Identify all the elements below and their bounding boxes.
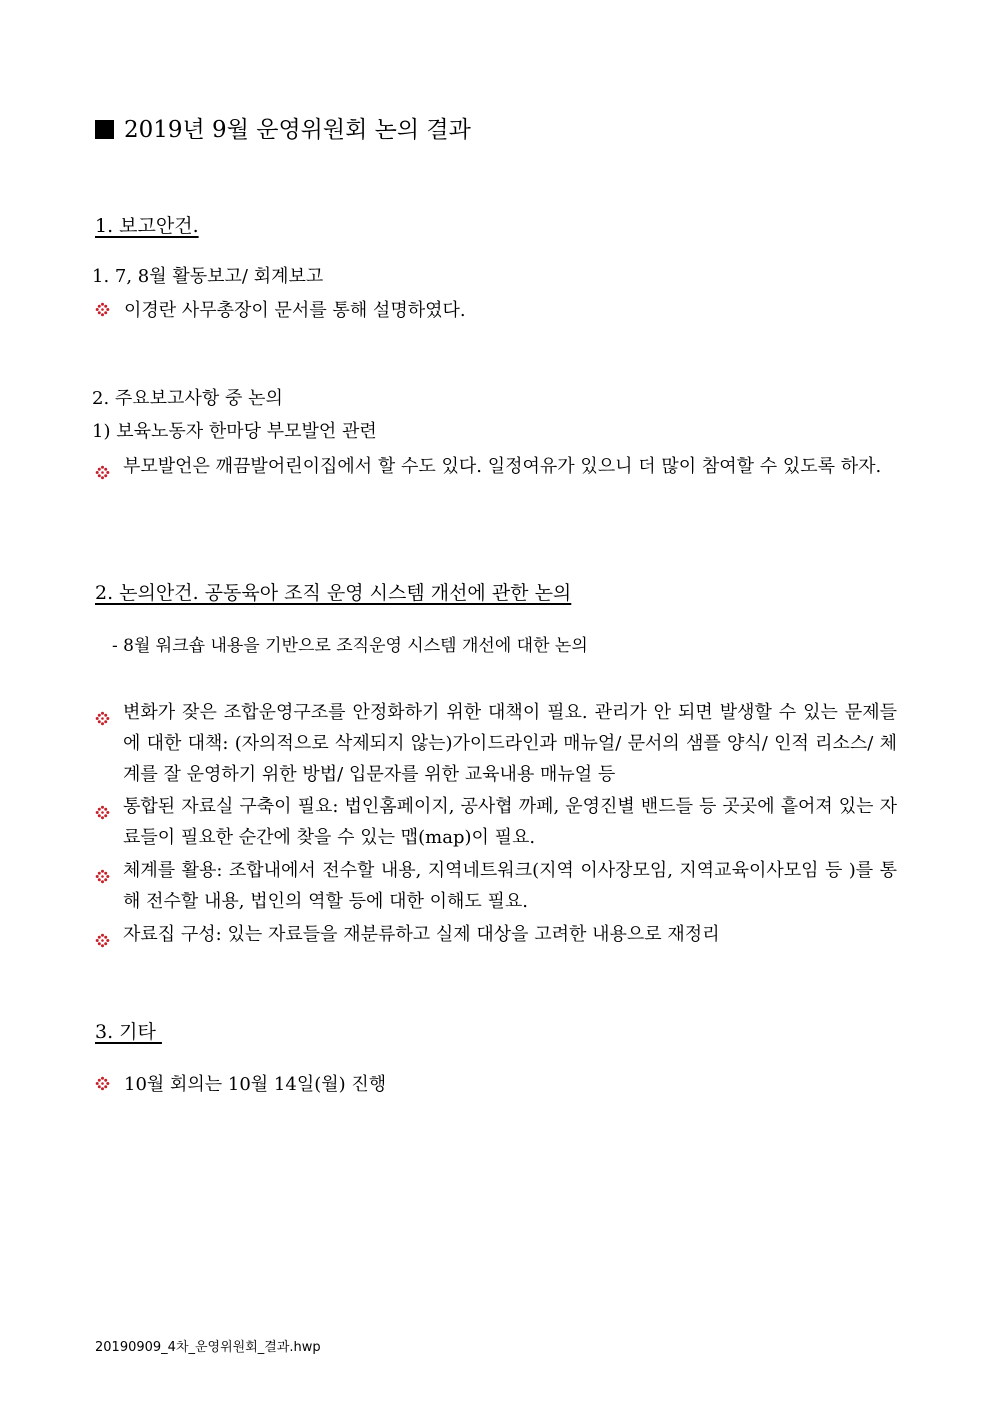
document-title [95,114,471,146]
dotted-cross-bullet-icon [95,863,110,878]
bullet-text: 체계를 활용: 조합내에서 전수할 내용, 지역네트워크(지역 이사장모임, 지역교육이사모임 등 )를 통해 전수할 내용, 법인의 역할 등에 대한 이해도 필요. [123,860,897,912]
bullet-text: 부모발언은 깨끔발어린이집에서 할 수도 있다. 일정여유가 있으니 더 많이 참여할 수 있도록 하자. [123,456,882,477]
section2-heading: 2. 논의안건. 공동육아 조직 운영 시스템 개선에 관한 논의 [95,582,572,604]
dotted-cross-bullet-icon [95,1076,110,1091]
section2-bullet-1 [95,697,897,790]
section3-heading: 3. 기타 [95,1021,162,1043]
section2-bullet-4 [95,919,897,950]
dotted-cross-bullet-icon [95,927,110,942]
dotted-cross-bullet-icon [95,302,110,317]
section1-item2-subtitle: 1) 보육노동자 한마당 부모발언 관련 [92,421,377,442]
dotted-cross-bullet-icon [95,799,110,814]
bullet-text: 통합된 자료실 구축이 필요: 법인홈페이지, 공사협 까페, 운영진별 밴드들 등 곳곳에 흩어져 있는 자료들이 필요한 순간에 찾을 수 있는 맵(map)이 필요. [123,796,897,848]
bullet-text: 자료집 구성: 있는 자료들을 재분류하고 실제 대상을 고려한 내용으로 재정리 [123,924,720,945]
section1-heading: 1. 보고안건. [95,215,199,237]
bullet-text: 10월 회의는 10월 14일(월) 진행 [124,1074,387,1095]
section1-item2-bullet [95,451,897,482]
section3-bullet [95,1072,386,1098]
dotted-cross-bullet-icon [95,705,110,720]
section2-intro: - 8월 워크숍 내용을 기반으로 조직운영 시스템 개선에 대한 논의 [112,636,588,656]
section1-item1-bullet [95,298,466,324]
section1-item1-title: 1. 7, 8월 활동보고/ 회계보고 [92,266,324,287]
section2-bullet-2 [95,791,897,853]
section1-item2-title: 2. 주요보고사항 중 논의 [92,388,283,409]
document-title-text: 2019년 9월 운영위원회 논의 결과 [124,117,471,143]
black-square-icon [95,120,114,139]
section2-bullet-3 [95,855,897,917]
bullet-text: 변화가 잦은 조합운영구조를 안정화하기 위한 대책이 필요. 관리가 안 되면 발생할 수 있는 문제들에 대한 대책: (자의적으로 삭제되지 않는)가이드라인과 매뉴얼/ 문서의 샘플 양식/ 인적 리소스/ 체계를 잘 운영하기 위한 방법/ 입문자를 위한 교육내용 매뉴얼 등 [123,702,897,785]
bullet-text: 이경란 사무총장이 문서를 통해 설명하였다. [124,300,466,321]
dotted-cross-bullet-icon [95,459,110,474]
file-name-footer: 20190909_4차_운영위원회_결과.hwp [95,1340,321,1355]
